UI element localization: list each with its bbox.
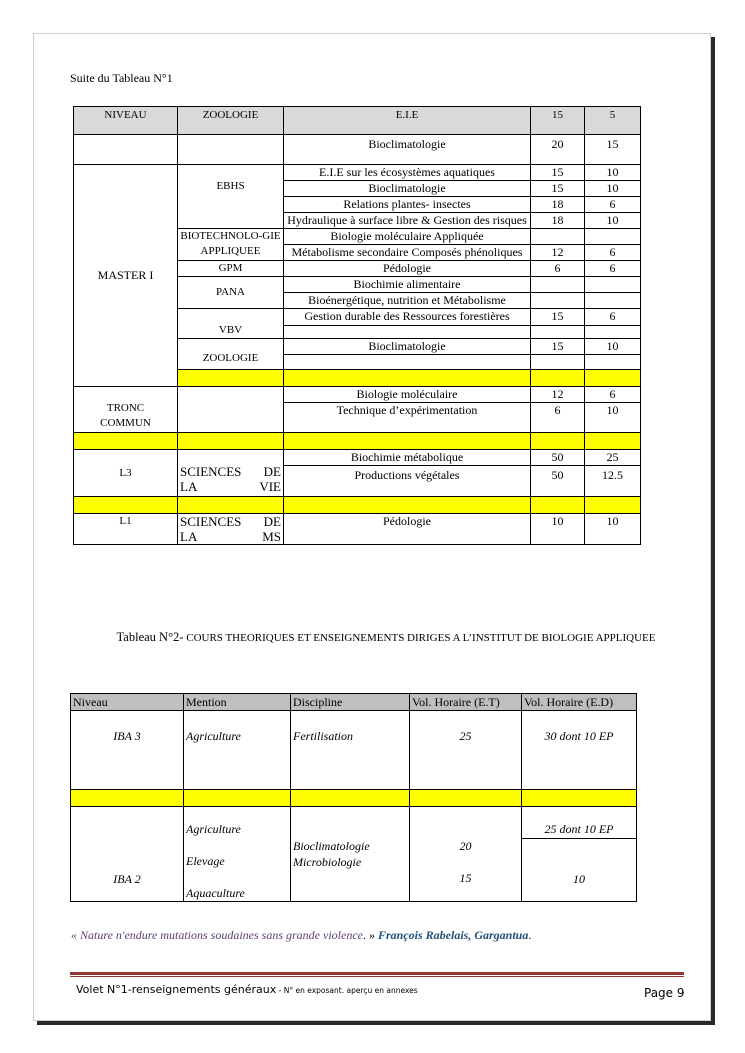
ed-cell-group <box>522 807 637 902</box>
separator-row <box>71 790 637 807</box>
discipline-cell-group <box>291 807 410 902</box>
et-cell: 12 <box>531 387 585 403</box>
mention-cell-vbv: VBV <box>178 309 284 339</box>
header-cell: ZOOLOGIE <box>178 107 284 135</box>
ed-cell: 6 <box>585 309 641 326</box>
header-cell: Niveau <box>71 694 184 711</box>
mention-cell-gpm: GPM <box>178 261 284 277</box>
table-2 <box>70 693 637 902</box>
table-header-row <box>74 107 641 135</box>
mention-item: Agriculture <box>186 822 241 836</box>
page-number: Page 9 <box>644 986 685 1000</box>
separator-row <box>74 433 641 450</box>
table1-caption: Suite du Tableau N°1 <box>70 71 173 85</box>
course-cell: Productions végétales <box>284 466 531 497</box>
table-header-row <box>71 694 637 711</box>
et-cell: 20 <box>531 135 585 165</box>
mention-cell-ebhs: EBHS <box>178 165 284 229</box>
et-cell: 12 <box>531 245 585 261</box>
et-item: 20 <box>459 839 472 853</box>
et-cell-group <box>410 807 522 902</box>
ed-cell: 10 <box>585 165 641 181</box>
table-row <box>71 711 637 790</box>
table2-caption-text: COURS THEORIQUES ET ENSEIGNEMENTS DIRIGES A L’INSTITUT DE BIOLOGIE APPLIQUEE <box>183 632 656 644</box>
level-cell-l3: L3 <box>74 450 178 497</box>
discipline-item: Microbiologie <box>293 855 362 869</box>
mention-item: Elevage <box>186 854 225 868</box>
footer-note: - N° en exposant. aperçu en annexes <box>276 986 418 995</box>
niveau-cell: IBA 3 <box>71 711 184 790</box>
header-cell: 15 <box>531 107 585 135</box>
ed-cell: 10 <box>585 403 641 433</box>
course-cell: Biochimie alimentaire <box>284 277 531 293</box>
course-cell: E.I.E sur les écosystèmes aquatiques <box>284 165 531 181</box>
et-cell <box>531 229 585 245</box>
course-cell: Bioclimatologie <box>284 181 531 197</box>
ed-cell <box>585 293 641 309</box>
discipline-cell: Fertilisation <box>291 711 410 790</box>
ed-cell <box>585 229 641 245</box>
ed-item: 10 <box>573 872 585 886</box>
et-cell: 18 <box>531 197 585 213</box>
level-cell-l1: L1 <box>74 514 178 545</box>
et-cell: 18 <box>531 213 585 229</box>
et-item: 15 <box>459 871 472 885</box>
table-row <box>74 387 641 403</box>
header-cell: Mention <box>184 694 291 711</box>
mention-cell-group <box>184 807 291 902</box>
quote-dot: . <box>528 928 532 942</box>
ed-item: 25 dont 10 EP <box>522 807 636 839</box>
mention-cell-l1: SCIENCES DE LA MS <box>178 514 284 545</box>
mention-item: Aquaculture <box>186 886 245 900</box>
et-cell: 15 <box>531 309 585 326</box>
footer-divider-thin <box>70 976 684 977</box>
et-cell: 6 <box>531 261 585 277</box>
ed-cell: 6 <box>585 261 641 277</box>
ed-cell: 12.5 <box>585 466 641 497</box>
table2-caption-lead: Tableau N°2- <box>116 630 184 644</box>
course-cell: Technique d’expérimentation <box>284 403 531 433</box>
table-1 <box>73 106 641 545</box>
table-row <box>74 165 641 181</box>
et-cell: 50 <box>531 466 585 497</box>
discipline-item: Bioclimatologie <box>293 839 370 853</box>
course-cell: Bioclimatologie <box>284 135 531 165</box>
ed-cell: 10 <box>585 514 641 545</box>
et-cell: 15 <box>531 339 585 355</box>
level-cell-tronc: TRONC COMMUN <box>74 387 178 433</box>
ed-cell: 10 <box>585 181 641 197</box>
table2-caption <box>106 626 666 649</box>
course-cell: Biochimie métabolique <box>284 450 531 466</box>
course-cell: Bioclimatologie <box>284 339 531 355</box>
course-cell: Gestion durable des Ressources forestières <box>284 309 531 326</box>
et-cell: 6 <box>531 403 585 433</box>
mention-cell: Agriculture <box>184 711 291 790</box>
et-cell <box>531 277 585 293</box>
level-cell-master: MASTER I <box>74 165 178 387</box>
ed-cell <box>585 277 641 293</box>
table-row <box>71 807 637 902</box>
header-cell: Vol. Horaire (E.D) <box>522 694 637 711</box>
header-cell: Vol. Horaire (E.T) <box>410 694 522 711</box>
mention-cell-pana: PANA <box>178 277 284 309</box>
header-cell: Discipline <box>291 694 410 711</box>
et-cell: 15 <box>531 181 585 197</box>
et-cell <box>531 293 585 309</box>
footer-text <box>76 983 418 996</box>
et-cell: 15 <box>531 165 585 181</box>
separator-row <box>74 497 641 514</box>
mention-cell-l3: SCIENCES DE LA VIE <box>178 450 284 497</box>
mention-cell-biotech: BIOTECHNOLO-GIE APPLIQUEE <box>178 229 284 261</box>
ed-cell: 6 <box>585 197 641 213</box>
quote-end: . » <box>362 928 378 942</box>
mention-cell-zoologie: ZOOLOGIE <box>178 339 284 370</box>
et-cell: 10 <box>531 514 585 545</box>
table-row <box>74 135 641 165</box>
course-cell: Biologie moléculaire <box>284 387 531 403</box>
quote-author: François Rabelais, Gargantua <box>377 928 529 942</box>
course-cell: Relations plantes- insectes <box>284 197 531 213</box>
et-cell: 50 <box>531 450 585 466</box>
ed-cell: 6 <box>585 245 641 261</box>
header-cell: E.I.E <box>284 107 531 135</box>
header-cell: NIVEAU <box>74 107 178 135</box>
course-cell: Biologie moléculaire Appliquée <box>284 229 531 245</box>
table-row <box>74 450 641 466</box>
footer-divider <box>70 972 684 975</box>
ed-cell: 25 <box>585 450 641 466</box>
course-cell: Hydraulique à surface libre & Gestion des risques <box>284 213 531 229</box>
niveau-cell: IBA 2 <box>71 807 184 902</box>
footer-title: Volet N°1-renseignements généraux <box>76 983 277 996</box>
quote <box>71 928 531 943</box>
table-row <box>74 514 641 545</box>
ed-cell: 15 <box>585 135 641 165</box>
course-cell: Métabolisme secondaire Composés phénoliques <box>284 245 531 261</box>
course-cell: Pédologie <box>284 261 531 277</box>
quote-text: « Nature n'endure mutations soudaines sans grande violence <box>71 928 363 942</box>
ed-cell: 10 <box>585 213 641 229</box>
ed-cell: 10 <box>585 339 641 355</box>
header-cell: 5 <box>585 107 641 135</box>
course-cell: Pédologie <box>284 514 531 545</box>
course-cell: Bioénergétique, nutrition et Métabolisme <box>284 293 531 309</box>
et-cell: 25 <box>410 711 522 790</box>
ed-cell: 30 dont 10 EP <box>522 711 637 790</box>
ed-cell: 6 <box>585 387 641 403</box>
